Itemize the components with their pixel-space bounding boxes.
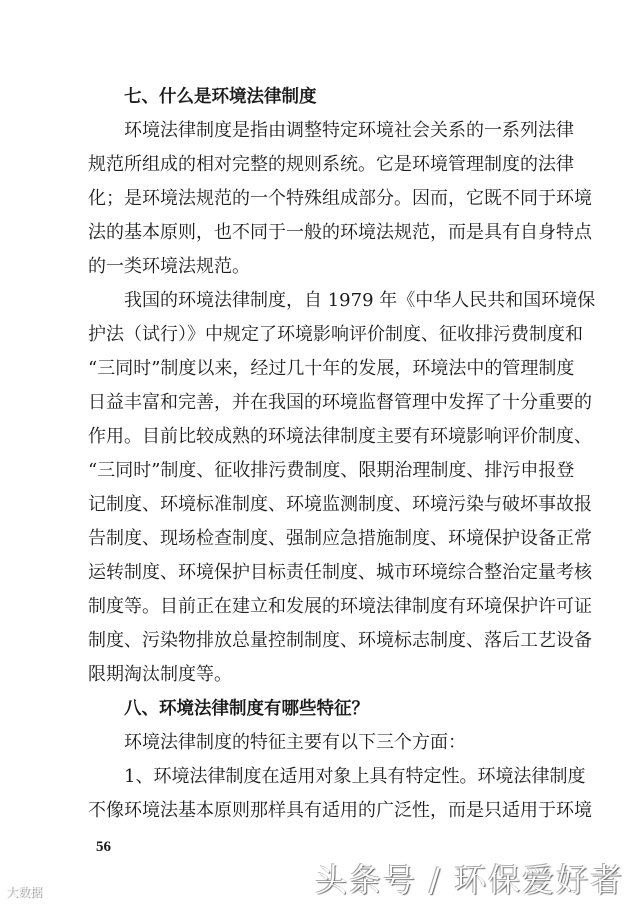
paragraph-line: 制度、污染物排放总量控制制度、环境标志制度、落后工艺设备	[88, 630, 592, 651]
watermark-small: 大数据	[6, 885, 43, 899]
paragraph-line: 作用。目前比较成熟的环境法律制度主要有环境影响评价制度、	[88, 426, 592, 447]
section-heading: 八、环境法律制度有哪些特征？	[124, 699, 369, 719]
paragraph-line: 运转制度、环境保护目标责任制度、城市环境综合整治定量考核	[88, 562, 592, 583]
paragraph-line: 制度等。目前正在建立和发展的环境法律制度有环境保护许可证	[88, 596, 592, 617]
paragraph-line: 告制度、现场检查制度、强制应急措施制度、环境保护设备正常	[88, 528, 592, 549]
document-page	[88, 80, 596, 828]
paragraph-line: 记制度、环境标准制度、环境监测制度、环境污染与破坏事故报	[88, 494, 592, 515]
paragraph-line: 化；是环境法规范的一个特殊组成部分。因而，它既不同于环境	[88, 188, 592, 209]
paragraph-line: 不像环境法基本原则那样具有适用的广泛性，而是只适用于环境	[88, 800, 592, 821]
paragraph-line: 法的基本原则，也不同于一般的环境法规范，而是具有自身特点	[88, 222, 592, 243]
paragraph-line: 环境法律制度的特征主要有以下三个方面：	[124, 732, 466, 753]
paragraph-line: 1、环境法律制度在适用对象上具有特定性。环境法律制度	[124, 766, 586, 787]
watermark: 头条号 / 环保爱好者	[315, 861, 625, 899]
section-heading: 七、什么是环境法律制度	[124, 87, 317, 107]
paragraph-line: 的一类环境法规范。	[88, 256, 250, 277]
paragraph-line: 我国的环境法律制度，自 1979 年《中华人民共和国环境保	[124, 290, 596, 311]
paragraph-line: “三同时”制度、征收排污费制度、限期治理制度、排污申报登	[88, 460, 575, 481]
paragraph-line: 规范所组成的相对完整的规则系统。它是环境管理制度的法律	[88, 154, 574, 175]
paragraph-line: “三同时”制度以来，经过几十年的发展，环境法中的管理制度	[88, 358, 575, 379]
paragraph-line: 环境法律制度是指由调整特定环境社会关系的一系列法律	[124, 120, 574, 141]
paragraph-line: 限期淘汰制度等。	[88, 664, 232, 685]
page-number: 56	[96, 839, 111, 855]
paragraph-line: 日益丰富和完善，并在我国的环境监督管理中发挥了十分重要的	[88, 392, 592, 413]
paragraph-line: 护法（试行）》中规定了环境影响评价制度、征收排污费制度和	[88, 324, 583, 345]
